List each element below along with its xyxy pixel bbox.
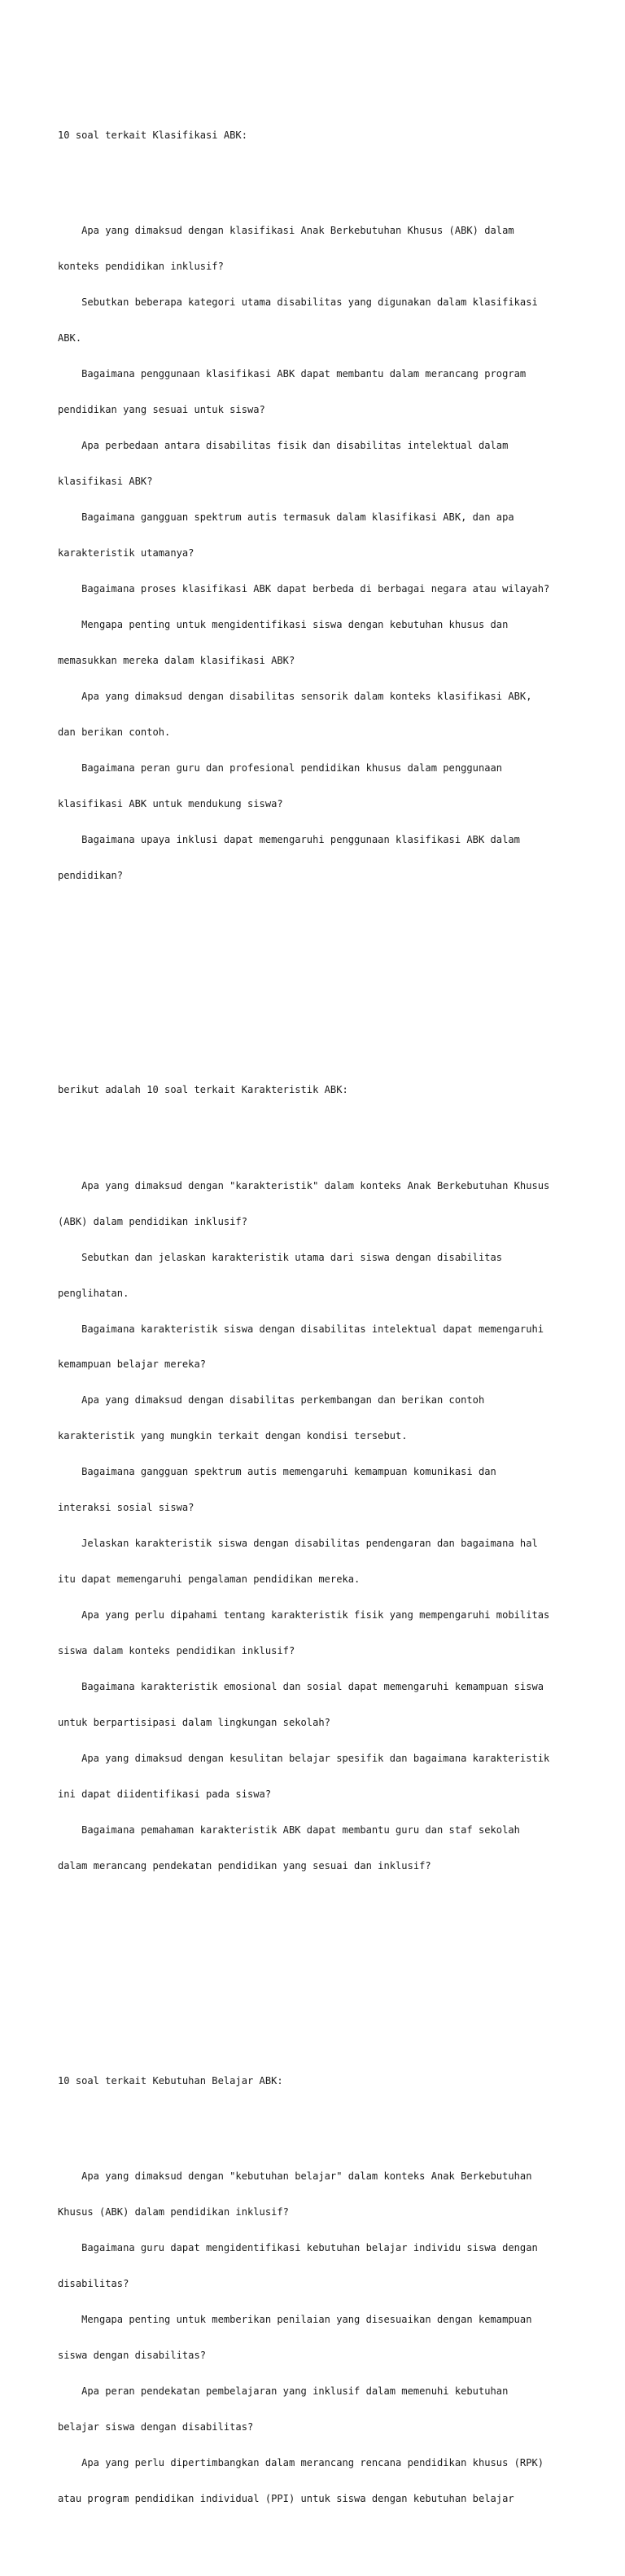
text-line: (ABK) dalam pendidikan inklusif? bbox=[58, 1215, 247, 1227]
text-line: belajar siswa dengan disabilitas? bbox=[58, 2420, 254, 2433]
text-line: memasukkan mereka dalam klasifikasi ABK? bbox=[58, 654, 295, 666]
blank-line bbox=[58, 165, 595, 178]
text-line: Mengapa penting untuk mengidentifikasi siswa dengan kebutuhan khusus dan bbox=[58, 618, 509, 630]
text-line: kemampuan belajar mereka? bbox=[58, 1358, 207, 1371]
text-line: Apa yang dimaksud dengan "kebutuhan belajar" dalam konteks Anak Berkebutuhan bbox=[58, 2170, 532, 2183]
text-line: Khusus (ABK) dalam pendidikan inklusif? bbox=[58, 2206, 289, 2218]
text-line: Jelaskan karakteristik siswa dengan disabilitas pendengaran dan bagaimana hal bbox=[58, 1538, 538, 1550]
blank-line bbox=[58, 2111, 595, 2123]
section-karakteristik bbox=[58, 1060, 595, 1920]
text-line: pendidikan? bbox=[58, 869, 124, 881]
text-line: disabilitas? bbox=[58, 2277, 129, 2289]
section-title: 10 soal terkait Klasifikasi ABK: bbox=[58, 129, 247, 141]
text-line: siswa dengan disabilitas? bbox=[58, 2349, 207, 2361]
text-line: Bagaimana guru dapat mengidentifikasi kebutuhan belajar individu siswa dengan bbox=[58, 2241, 538, 2253]
text-line: untuk berpartisipasi dalam lingkungan sekolah? bbox=[58, 1717, 330, 1729]
question-list bbox=[58, 201, 595, 906]
section-kebutuhan-belajar bbox=[58, 2052, 595, 2553]
blank-line bbox=[58, 1120, 595, 1132]
text-line: ABK. bbox=[58, 332, 82, 344]
text-line: Bagaimana karakteristik siswa dengan disabilitas intelektual dapat memengaruhi bbox=[58, 1323, 544, 1335]
text-line: Apa yang dimaksud dengan disabilitas sensorik dalam konteks klasifikasi ABK, bbox=[58, 690, 532, 702]
text-line: atau program pendidikan individual (PPI) untuk siswa dengan kebutuhan belajar bbox=[58, 2492, 514, 2504]
text-line: Sebutkan dan jelaskan karakteristik utama dari siswa dengan disabilitas bbox=[58, 1251, 503, 1263]
text-line: karakteristik yang mungkin terkait dengan kondisi tersebut. bbox=[58, 1430, 408, 1442]
text-line: klasifikasi ABK untuk mendukung siswa? bbox=[58, 797, 283, 810]
text-line: Bagaimana karakteristik emosional dan sosial dapat memengaruhi kemampuan siswa bbox=[58, 1681, 544, 1693]
text-line: Apa yang dimaksud dengan kesulitan belajar spesifik dan bagaimana karakteristik bbox=[58, 1753, 550, 1765]
blank-line bbox=[58, 1955, 595, 1968]
text-line: dalam merancang pendekatan pendidikan yang sesuai dan inklusif? bbox=[58, 1860, 431, 1872]
text-line: pendidikan yang sesuai untuk siswa? bbox=[58, 404, 265, 416]
text-line: dan berikan contoh. bbox=[58, 726, 171, 738]
text-line: Apa yang dimaksud dengan disabilitas perkembangan dan berikan contoh bbox=[58, 1394, 485, 1406]
text-line: Apa peran pendekatan pembelajaran yang inklusif dalam memenuhi kebutuhan bbox=[58, 2385, 509, 2397]
text-line: Apa yang dimaksud dengan klasifikasi Anak Berkebutuhan Khusus (ABK) dalam bbox=[58, 225, 514, 237]
question-list bbox=[58, 1156, 595, 1896]
text-line: penglihatan. bbox=[58, 1287, 129, 1299]
text-line: Bagaimana peran guru dan profesional pendidikan khusus dalam penggunaan bbox=[58, 761, 503, 774]
text-line: Bagaimana pemahaman karakteristik ABK dapat membantu guru dan staf sekolah bbox=[58, 1824, 520, 1837]
text-line: Bagaimana proses klasifikasi ABK dapat berbeda di berbagai negara atau wilayah? bbox=[58, 582, 550, 595]
text-line: klasifikasi ABK? bbox=[58, 475, 153, 487]
text-line: Bagaimana upaya inklusi dapat memengaruhi penggunaan klasifikasi ABK dalam bbox=[58, 833, 520, 845]
text-line: Bagaimana gangguan spektrum autis termasuk dalam klasifikasi ABK, dan apa bbox=[58, 511, 514, 523]
text-line: konteks pendidikan inklusif? bbox=[58, 261, 224, 273]
text-line: Apa yang perlu dipertimbangkan dalam merancang rencana pendidikan khusus (RPK) bbox=[58, 2456, 544, 2468]
question-list bbox=[58, 2147, 595, 2529]
text-line: interaksi sosial siswa? bbox=[58, 1502, 194, 1514]
section-klasifikasi bbox=[58, 106, 595, 929]
section-title: 10 soal terkait Kebutuhan Belajar ABK: bbox=[58, 2074, 283, 2087]
text-line: Bagaimana penggunaan klasifikasi ABK dapat membantu dalam merancang program bbox=[58, 368, 527, 380]
text-line: karakteristik utamanya? bbox=[58, 546, 194, 559]
blank-line bbox=[58, 1001, 595, 1013]
text-line: itu dapat memengaruhi pengalaman pendidikan mereka. bbox=[58, 1573, 361, 1586]
text-line: Apa yang dimaksud dengan "karakteristik" dalam konteks Anak Berkebutuhan Khusus bbox=[58, 1179, 550, 1191]
section-title: berikut adalah 10 soal terkait Karakteristik ABK: bbox=[58, 1084, 348, 1096]
text-line: ini dapat diidentifikasi pada siswa? bbox=[58, 1788, 272, 1801]
blank-line bbox=[58, 1991, 595, 2003]
blank-line bbox=[58, 965, 595, 977]
text-line: Apa yang perlu dipahami tentang karakteristik fisik yang mempengaruhi mobilitas bbox=[58, 1609, 550, 1622]
text-line: Sebutkan beberapa kategori utama disabilitas yang digunakan dalam klasifikasi bbox=[58, 296, 538, 309]
text-line: Mengapa penting untuk memberikan penilaian yang disesuaikan dengan kemampuan bbox=[58, 2313, 532, 2325]
text-line: siswa dalam konteks pendidikan inklusif? bbox=[58, 1645, 295, 1657]
text-line: Bagaimana gangguan spektrum autis memengaruhi kemampuan komunikasi dan bbox=[58, 1466, 496, 1478]
document-page bbox=[58, 58, 595, 2576]
text-line: Apa perbedaan antara disabilitas fisik dan disabilitas intelektual dalam bbox=[58, 439, 509, 451]
